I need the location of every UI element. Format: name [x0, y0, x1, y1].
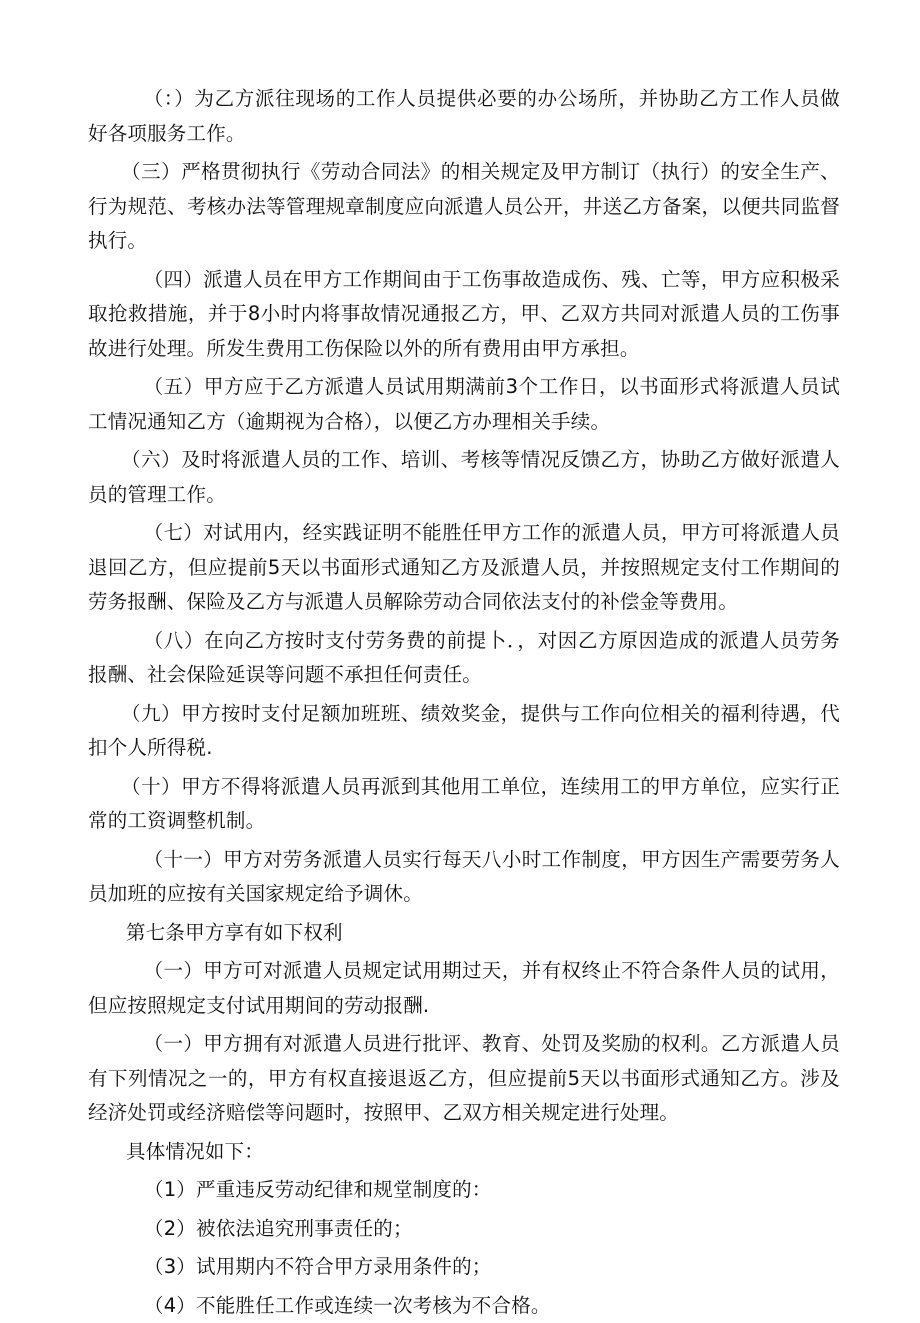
- list-item-3: （3）试用期内不符合甲方录用条件的；: [88, 1250, 840, 1285]
- paragraph-item-10: （十）甲方不得将派遣人员再派到其他用工单位，连续用工的甲方单位，应实行正常的工资调整机制。: [88, 770, 840, 839]
- paragraph-item-5: （五）甲方应于乙方派遣人员试用期满前3个工作日，以书面形式将派遣人员试工情况通知乙方（逾期视为合格），以便乙方办理相关手续。: [88, 370, 840, 439]
- details-intro: 具体情况如下：: [88, 1135, 840, 1170]
- article-7-heading: 第七条甲方享有如下权利: [88, 916, 840, 951]
- paragraph-right-2: （一）甲方拥有对派遣人员进行批评、教育、处罚及奖励的权利。乙方派遣人员有下列情况之一的，甲方有权直接退返乙方，但应提前5天以书面形式通知乙方。涉及经济处罚或经济赔偿等问题时，按照甲、乙双方相关规定进行处理。: [88, 1027, 840, 1131]
- list-item-4: （4）不能胜任工作或连续一次考核为不合格。: [88, 1289, 840, 1323]
- paragraph-item-11: （十一）甲方对劳务派遣人员实行每天八小时工作制度，甲方因生产需要劳务人员加班的应按有关国家规定给予调休。: [88, 843, 840, 912]
- paragraph-item-8: （八）在向乙方按时支付劳务费的前提卜．，对因乙方原因造成的派遣人员劳务报酬、社会保险延误等问题不承担任何责任。: [88, 624, 840, 693]
- paragraph-item-6: （六）及时将派遣人员的工作、培训、考核等情况反馈乙方，协助乙方做好派遣人员的管理工作。: [88, 443, 840, 512]
- paragraph-item-9: （九）甲方按时支付足额加班班、绩效奖金，提供与工作向位相关的福利待遇，代扣个人所得税.: [88, 697, 840, 766]
- paragraph-right-1: （一）甲方可对派遣人员规定试用期过天，并有权终止不符合条件人员的试用，但应按照规定支付试用期间的劳动报酬.: [88, 954, 840, 1023]
- paragraph-item-4: （四）派遣人员在甲方工作期间由于工伤事故造成伤、残、亡等，甲方应积极采取抢救措施，并于8小时内将事故情况通报乙方，甲、乙双方共同对派遣人员的工伤事故进行处理。所发生费用工伤保险以外的所有费用由甲方承担。: [88, 263, 840, 367]
- document-body: [88, 82, 840, 1323]
- paragraph-item-7: （七）对试用内，经实践证明不能胜任甲方工作的派遣人员，甲方可将派遣人员退回乙方，但应提前5天以书面形式通知乙方及派遣人员，并按照规定支付工作期间的劳务报酬、保险及乙方与派遣人员解除劳动合同依法支付的补偿金等费用。: [88, 516, 840, 620]
- list-item-1: （1）严重违反劳动纪律和规堂制度的：: [88, 1173, 840, 1208]
- list-item-2: （2）被依法追究刑事责任的；: [88, 1212, 840, 1247]
- paragraph-office-support: （：）为乙方派往现场的工作人员提供必要的办公场所，并协助乙方工作人员做好各项服务工作。: [88, 82, 840, 151]
- paragraph-item-3: （三）严格贯彻执行《劳动合同法》的相关规定及甲方制订（执行）的安全生产、行为规范、考核办法等管理规章制度应向派遣人员公开，井送乙方备案，以便共同监督执行。: [88, 155, 840, 259]
